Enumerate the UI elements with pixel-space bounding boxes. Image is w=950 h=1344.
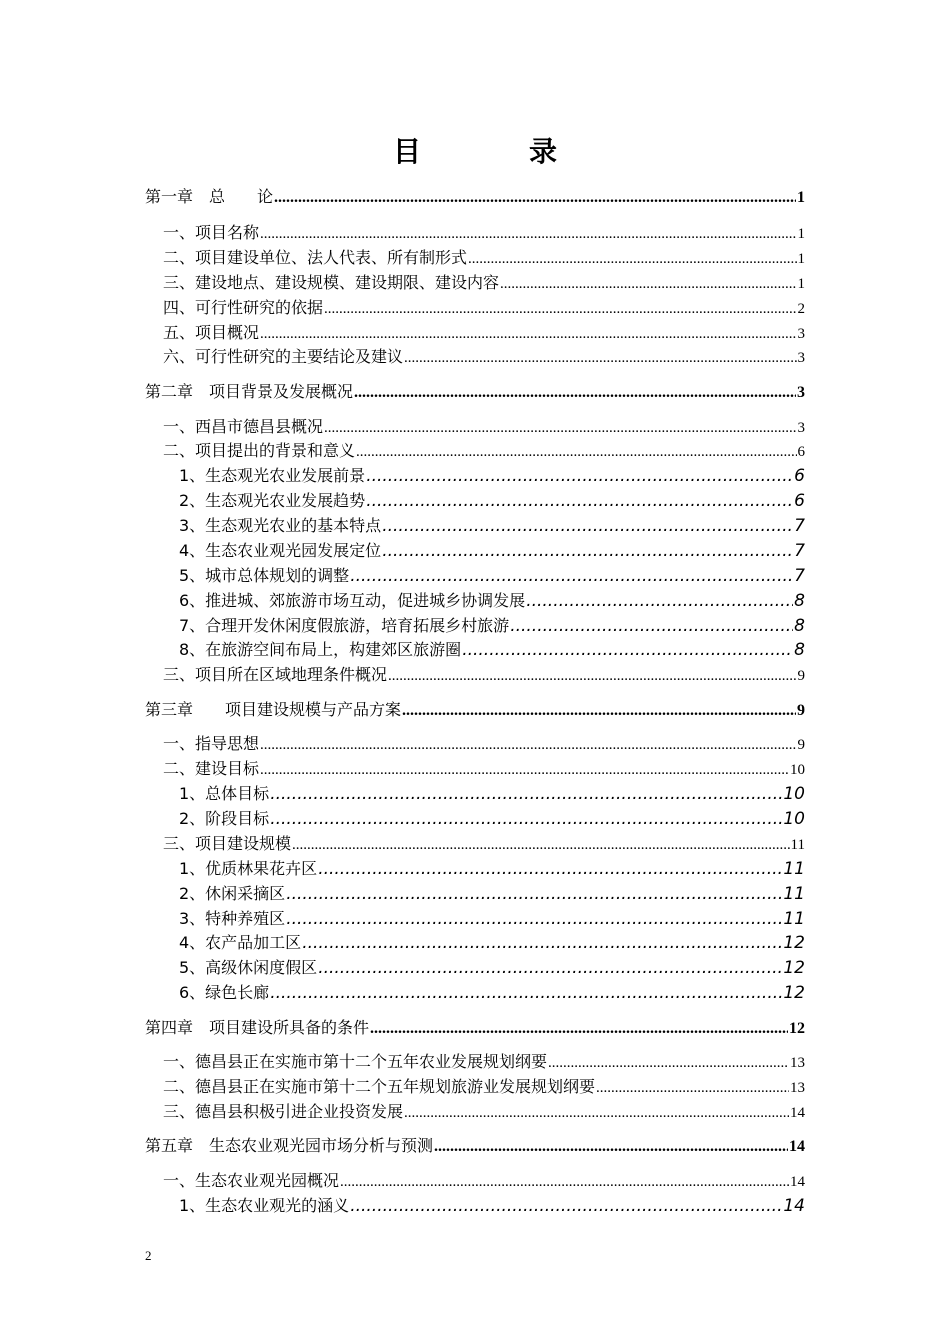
toc-entry-label: 3、特种养殖区 <box>179 909 286 928</box>
toc-entry-label: 二、德昌县正在实施市第十二个五年规划旅游业发展规划纲要 <box>163 1077 596 1096</box>
toc-subsection-entry[interactable] <box>145 563 805 587</box>
toc-leader-dots <box>366 466 793 486</box>
toc-entry-page: 1 <box>797 276 805 292</box>
toc-leader-dots <box>260 226 796 243</box>
toc-subsection-entry[interactable] <box>145 955 805 979</box>
toc-entry-label: 一、指导思想 <box>163 734 260 753</box>
toc-entry-label: 6、绿色长廊 <box>179 983 270 1002</box>
toc-section-entry[interactable] <box>145 662 805 686</box>
toc-chapter-entry[interactable] <box>145 1015 805 1039</box>
toc-leader-dots <box>356 444 796 461</box>
toc-entry-page: 7 <box>794 541 805 561</box>
toc-entry-page: 10 <box>783 809 805 829</box>
toc-entry-page: 7 <box>794 516 805 536</box>
toc-leader-dots <box>318 958 782 978</box>
toc-leader-dots <box>274 189 796 207</box>
toc-subsection-entry[interactable] <box>145 538 805 562</box>
toc-leader-dots <box>370 1020 788 1038</box>
toc-entry-page: 1 <box>797 251 805 267</box>
toc-entry-label: 第一章 总 论 <box>145 187 274 206</box>
toc-section-entry[interactable] <box>145 1168 805 1192</box>
toc-entry-label: 二、项目提出的背景和意义 <box>163 441 356 460</box>
toc-entry-page: 11 <box>783 859 805 879</box>
toc-section-entry[interactable] <box>145 414 805 438</box>
toc-section-entry[interactable] <box>145 270 805 294</box>
toc-entry-page: 12 <box>783 983 805 1003</box>
toc-entry-page: 8 <box>794 591 805 611</box>
toc-leader-dots <box>434 1138 788 1156</box>
toc-entry-label: 三、建设地点、建设规模、建设期限、建设内容 <box>163 273 500 292</box>
toc-subsection-entry[interactable] <box>145 488 805 512</box>
toc-entry-label: 二、项目建设单位、法人代表、所有制形式 <box>163 248 468 267</box>
toc-leader-dots <box>596 1080 789 1097</box>
toc-entry-page: 12 <box>783 933 805 953</box>
toc-leader-dots <box>404 350 796 367</box>
page-number: 2 <box>145 1248 152 1263</box>
toc-section-entry[interactable] <box>145 295 805 319</box>
toc-entry-label: 5、高级休闲度假区 <box>179 958 318 977</box>
toc-leader-dots <box>526 591 793 611</box>
toc-subsection-entry[interactable] <box>145 1193 805 1217</box>
toc-subsection-entry[interactable] <box>145 588 805 612</box>
toc-entry-page: 10 <box>790 762 805 778</box>
toc-leader-dots <box>468 251 796 268</box>
toc-entry-page: 6 <box>797 444 805 460</box>
toc-section-entry[interactable] <box>145 1074 805 1098</box>
toc-subsection-entry[interactable] <box>145 463 805 487</box>
toc-leader-dots <box>270 983 782 1003</box>
toc-leader-dots <box>340 1174 789 1191</box>
toc-entry-label: 2、休闲采摘区 <box>179 884 286 903</box>
toc-leader-dots <box>402 702 796 720</box>
toc-entry-label: 一、德昌县正在实施市第十二个五年农业发展规划纲要 <box>163 1052 548 1071</box>
toc-leader-dots <box>270 809 782 829</box>
toc-entry-label: 一、西昌市德昌县概况 <box>163 417 324 436</box>
toc-section-entry[interactable] <box>145 220 805 244</box>
toc-leader-dots <box>286 884 782 904</box>
toc-leader-dots <box>404 1105 789 1122</box>
toc-entry-label: 第二章 项目背景及发展概况 <box>145 382 354 401</box>
toc-entry-label: 5、城市总体规划的调整 <box>179 566 350 585</box>
toc-leader-dots <box>350 1196 782 1216</box>
toc-entry-page: 2 <box>797 301 805 317</box>
toc-leader-dots <box>324 301 796 318</box>
toc-entry-label: 4、农产品加工区 <box>179 933 302 952</box>
toc-leader-dots <box>382 516 793 536</box>
toc-entry-label: 一、项目名称 <box>163 223 260 242</box>
toc-entry-label: 三、德昌县积极引进企业投资发展 <box>163 1102 404 1121</box>
toc-entry-page: 12 <box>789 1020 805 1037</box>
toc-entry-page: 12 <box>783 958 805 978</box>
toc-leader-dots <box>324 420 796 437</box>
toc-entry-label: 五、项目概况 <box>163 323 260 342</box>
toc-entry-page: 3 <box>797 384 805 401</box>
toc-entry-page: 7 <box>794 566 805 586</box>
toc-entry-label: 六、可行性研究的主要结论及建议 <box>163 347 404 366</box>
toc-entry-label: 1、总体目标 <box>179 784 270 803</box>
toc-entry-label: 6、推进城、郊旅游市场互动，促进城乡协调发展 <box>179 591 526 610</box>
toc-chapter-entry[interactable] <box>145 697 805 721</box>
toc-entry-page: 9 <box>797 668 805 684</box>
toc-leader-dots <box>270 784 782 804</box>
page-title: 目 录 <box>392 135 597 168</box>
toc-subsection-entry[interactable] <box>145 781 805 805</box>
toc-section-entry[interactable] <box>145 1099 805 1123</box>
toc-entry-page: 8 <box>794 640 805 660</box>
toc-leader-dots <box>366 491 793 511</box>
toc-section-entry[interactable] <box>145 245 805 269</box>
toc-leader-dots <box>382 541 793 561</box>
toc-section-entry[interactable] <box>145 831 805 855</box>
toc-section-entry[interactable] <box>145 1049 805 1073</box>
toc-leader-dots <box>302 933 782 953</box>
toc-leader-dots <box>350 566 793 586</box>
toc-leader-dots <box>500 276 796 293</box>
toc-leader-dots <box>462 640 793 660</box>
toc-entry-label: 1、优质林果花卉区 <box>179 859 318 878</box>
toc-subsection-entry[interactable] <box>145 513 805 537</box>
toc-entry-label: 2、生态观光农业发展趋势 <box>179 491 366 510</box>
toc-subsection-entry[interactable] <box>145 613 805 637</box>
toc-entry-label: 2、阶段目标 <box>179 809 270 828</box>
toc-leader-dots <box>286 909 782 929</box>
toc-entry-page: 6 <box>794 466 805 486</box>
toc-entry-page: 1 <box>797 226 805 242</box>
toc-section-entry[interactable] <box>145 320 805 344</box>
toc-subsection-entry[interactable] <box>145 906 805 930</box>
toc-leader-dots <box>510 616 793 636</box>
toc-entry-label: 4、生态农业观光园发展定位 <box>179 541 382 560</box>
toc-chapter-entry[interactable] <box>145 184 805 208</box>
toc-leader-dots <box>260 326 796 343</box>
toc-chapter-entry[interactable] <box>145 1133 805 1157</box>
toc-entry-page: 14 <box>790 1174 805 1190</box>
toc-subsection-entry[interactable] <box>145 806 805 830</box>
toc-entry-label: 第五章 生态农业观光园市场分析与预测 <box>145 1136 434 1155</box>
toc-entry-label: 1、生态观光农业发展前景 <box>179 466 366 485</box>
toc-entry-label: 四、可行性研究的依据 <box>163 298 324 317</box>
toc-entry-page: 14 <box>790 1105 805 1121</box>
toc-entry-page: 14 <box>783 1196 805 1216</box>
toc-entry-page: 3 <box>797 420 805 436</box>
toc-entry-label: 二、建设目标 <box>163 759 260 778</box>
toc-section-entry[interactable] <box>145 756 805 780</box>
toc-leader-dots <box>260 737 796 754</box>
toc-entry-page: 1 <box>797 189 805 206</box>
toc-entry-page: 6 <box>794 491 805 511</box>
toc-subsection-entry[interactable] <box>145 856 805 880</box>
toc-entry-label: 第三章 项目建设规模与产品方案 <box>145 700 402 719</box>
toc-section-entry[interactable] <box>145 438 805 462</box>
toc-entry-label: 三、项目所在区域地理条件概况 <box>163 665 388 684</box>
toc-entry-label: 一、生态农业观光园概况 <box>163 1171 340 1190</box>
toc-leader-dots <box>318 859 782 879</box>
toc-entry-label: 8、在旅游空间布局上，构建郊区旅游圈 <box>179 640 462 659</box>
toc-entry-label: 7、合理开发休闲度假旅游，培育拓展乡村旅游 <box>179 616 510 635</box>
toc-entry-page: 3 <box>797 326 805 342</box>
toc-entry-label: 1、生态农业观光的涵义 <box>179 1196 350 1215</box>
toc-entry-page: 11 <box>783 884 805 904</box>
toc-entry-page: 8 <box>794 616 805 636</box>
toc-entry-page: 14 <box>789 1138 805 1155</box>
toc-leader-dots <box>388 668 796 685</box>
toc-entry-page: 11 <box>790 837 805 853</box>
toc-leader-dots <box>354 384 796 402</box>
toc-entry-page: 3 <box>797 350 805 366</box>
toc-section-entry[interactable] <box>145 731 805 755</box>
toc-entry-page: 11 <box>783 909 805 929</box>
toc-subsection-entry[interactable] <box>145 637 805 661</box>
toc-subsection-entry[interactable] <box>145 930 805 954</box>
toc-entry-label: 三、项目建设规模 <box>163 834 292 853</box>
toc-subsection-entry[interactable] <box>145 980 805 1004</box>
toc-entry-page: 9 <box>797 702 805 719</box>
toc-entry-page: 9 <box>797 737 805 753</box>
toc-leader-dots <box>548 1055 789 1072</box>
toc-entry-page: 13 <box>790 1080 805 1096</box>
toc-section-entry[interactable] <box>145 344 805 368</box>
toc-leader-dots <box>292 837 790 854</box>
toc-subsection-entry[interactable] <box>145 881 805 905</box>
toc-entry-page: 13 <box>790 1055 805 1071</box>
toc-chapter-entry[interactable] <box>145 379 805 403</box>
toc-entry-label: 3、生态观光农业的基本特点 <box>179 516 382 535</box>
toc-entry-page: 10 <box>783 784 805 804</box>
toc-entry-label: 第四章 项目建设所具备的条件 <box>145 1018 370 1037</box>
toc-leader-dots <box>260 762 789 779</box>
